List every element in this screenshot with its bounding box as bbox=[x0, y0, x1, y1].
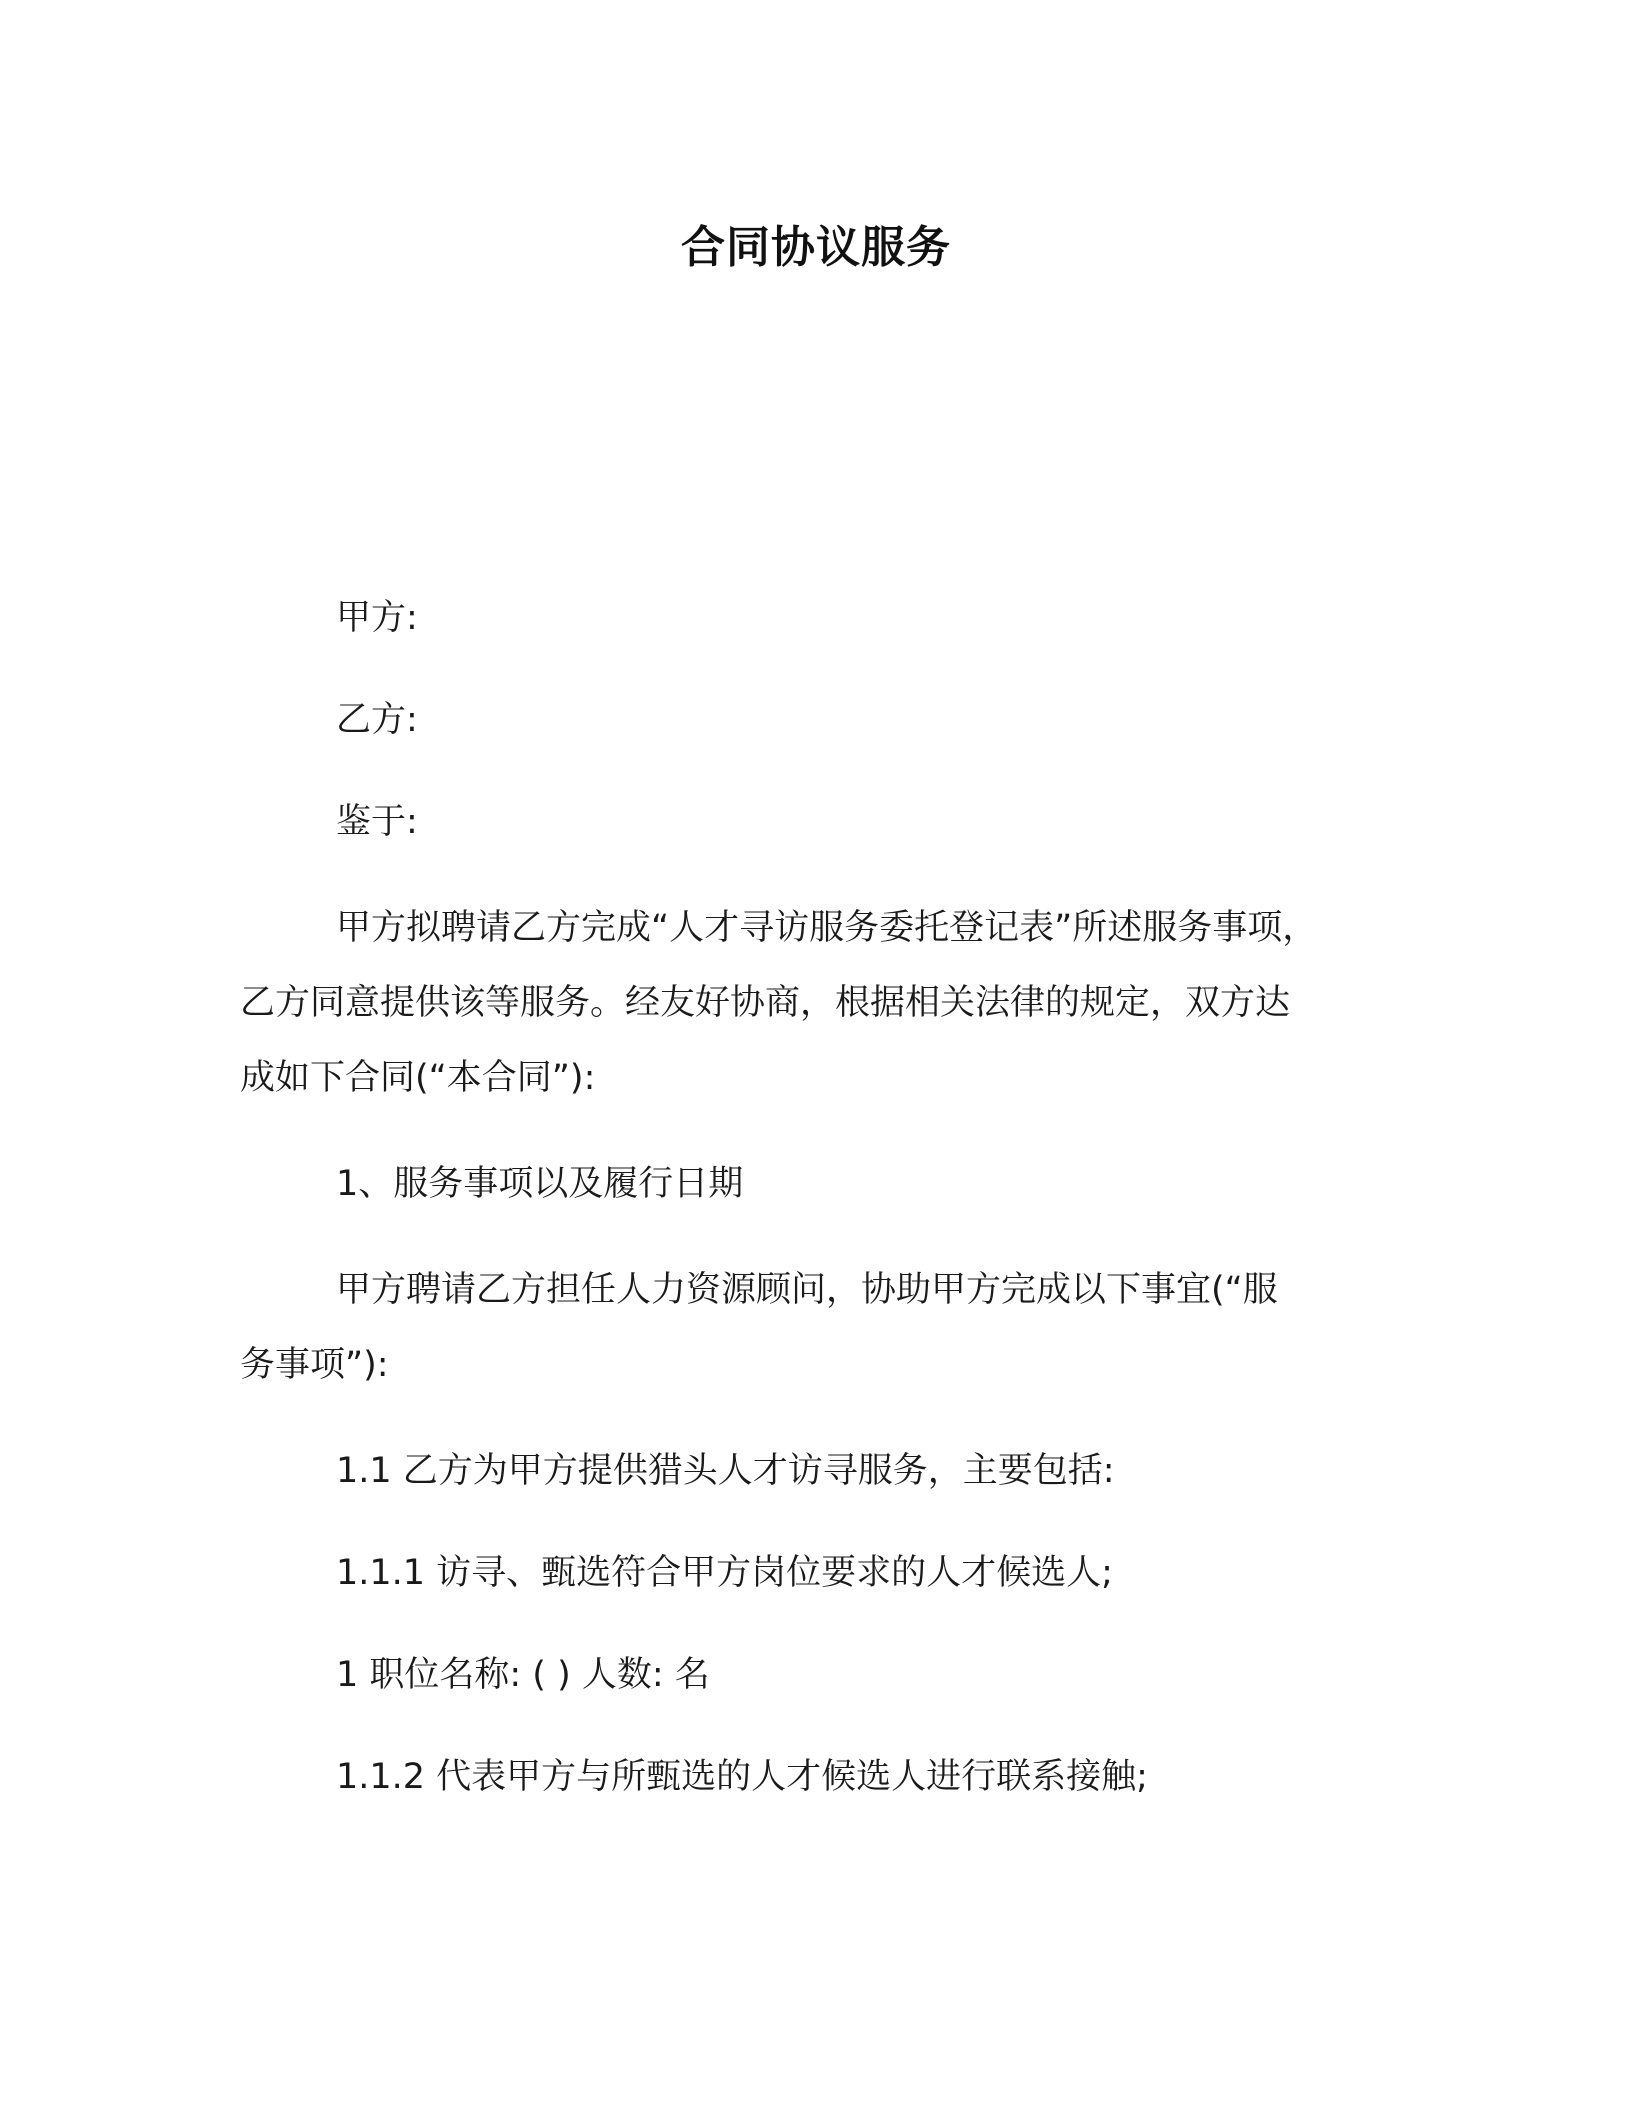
clause-1-1-2: 1.1.2 代表甲方与所甄选的人才候选人进行联系接触; bbox=[336, 1757, 1148, 1797]
intro-line-1: 甲方拟聘请乙方完成“人才寻访服务委托登记表”所述服务事项， bbox=[336, 908, 1318, 948]
clause-1-1: 1.1 乙方为甲方提供猎头人才访寻服务，主要包括: bbox=[336, 1451, 1115, 1491]
clause-1-1-1: 1.1.1 访寻、甄选符合甲方岗位要求的人才候选人; bbox=[336, 1553, 1113, 1593]
party-b-label: 乙方: bbox=[336, 700, 418, 740]
section-1-body-line-2: 务事项”): bbox=[240, 1345, 389, 1385]
position-line: 1 职位名称: ( ) 人数: 名 bbox=[336, 1655, 710, 1695]
intro-line-3: 成如下合同(“本合同”): bbox=[240, 1058, 596, 1098]
intro-line-2: 乙方同意提供该等服务。经友好协商，根据相关法律的规定，双方达 bbox=[240, 983, 1291, 1023]
whereas-label: 鉴于: bbox=[336, 802, 418, 842]
document-title: 合同协议服务 bbox=[681, 222, 951, 273]
section-1-heading: 1、服务事项以及履行日期 bbox=[336, 1164, 744, 1204]
section-1-body-line-1: 甲方聘请乙方担任人力资源顾问，协助甲方完成以下事宜(“服 bbox=[336, 1270, 1278, 1310]
party-a-label: 甲方: bbox=[336, 598, 418, 638]
